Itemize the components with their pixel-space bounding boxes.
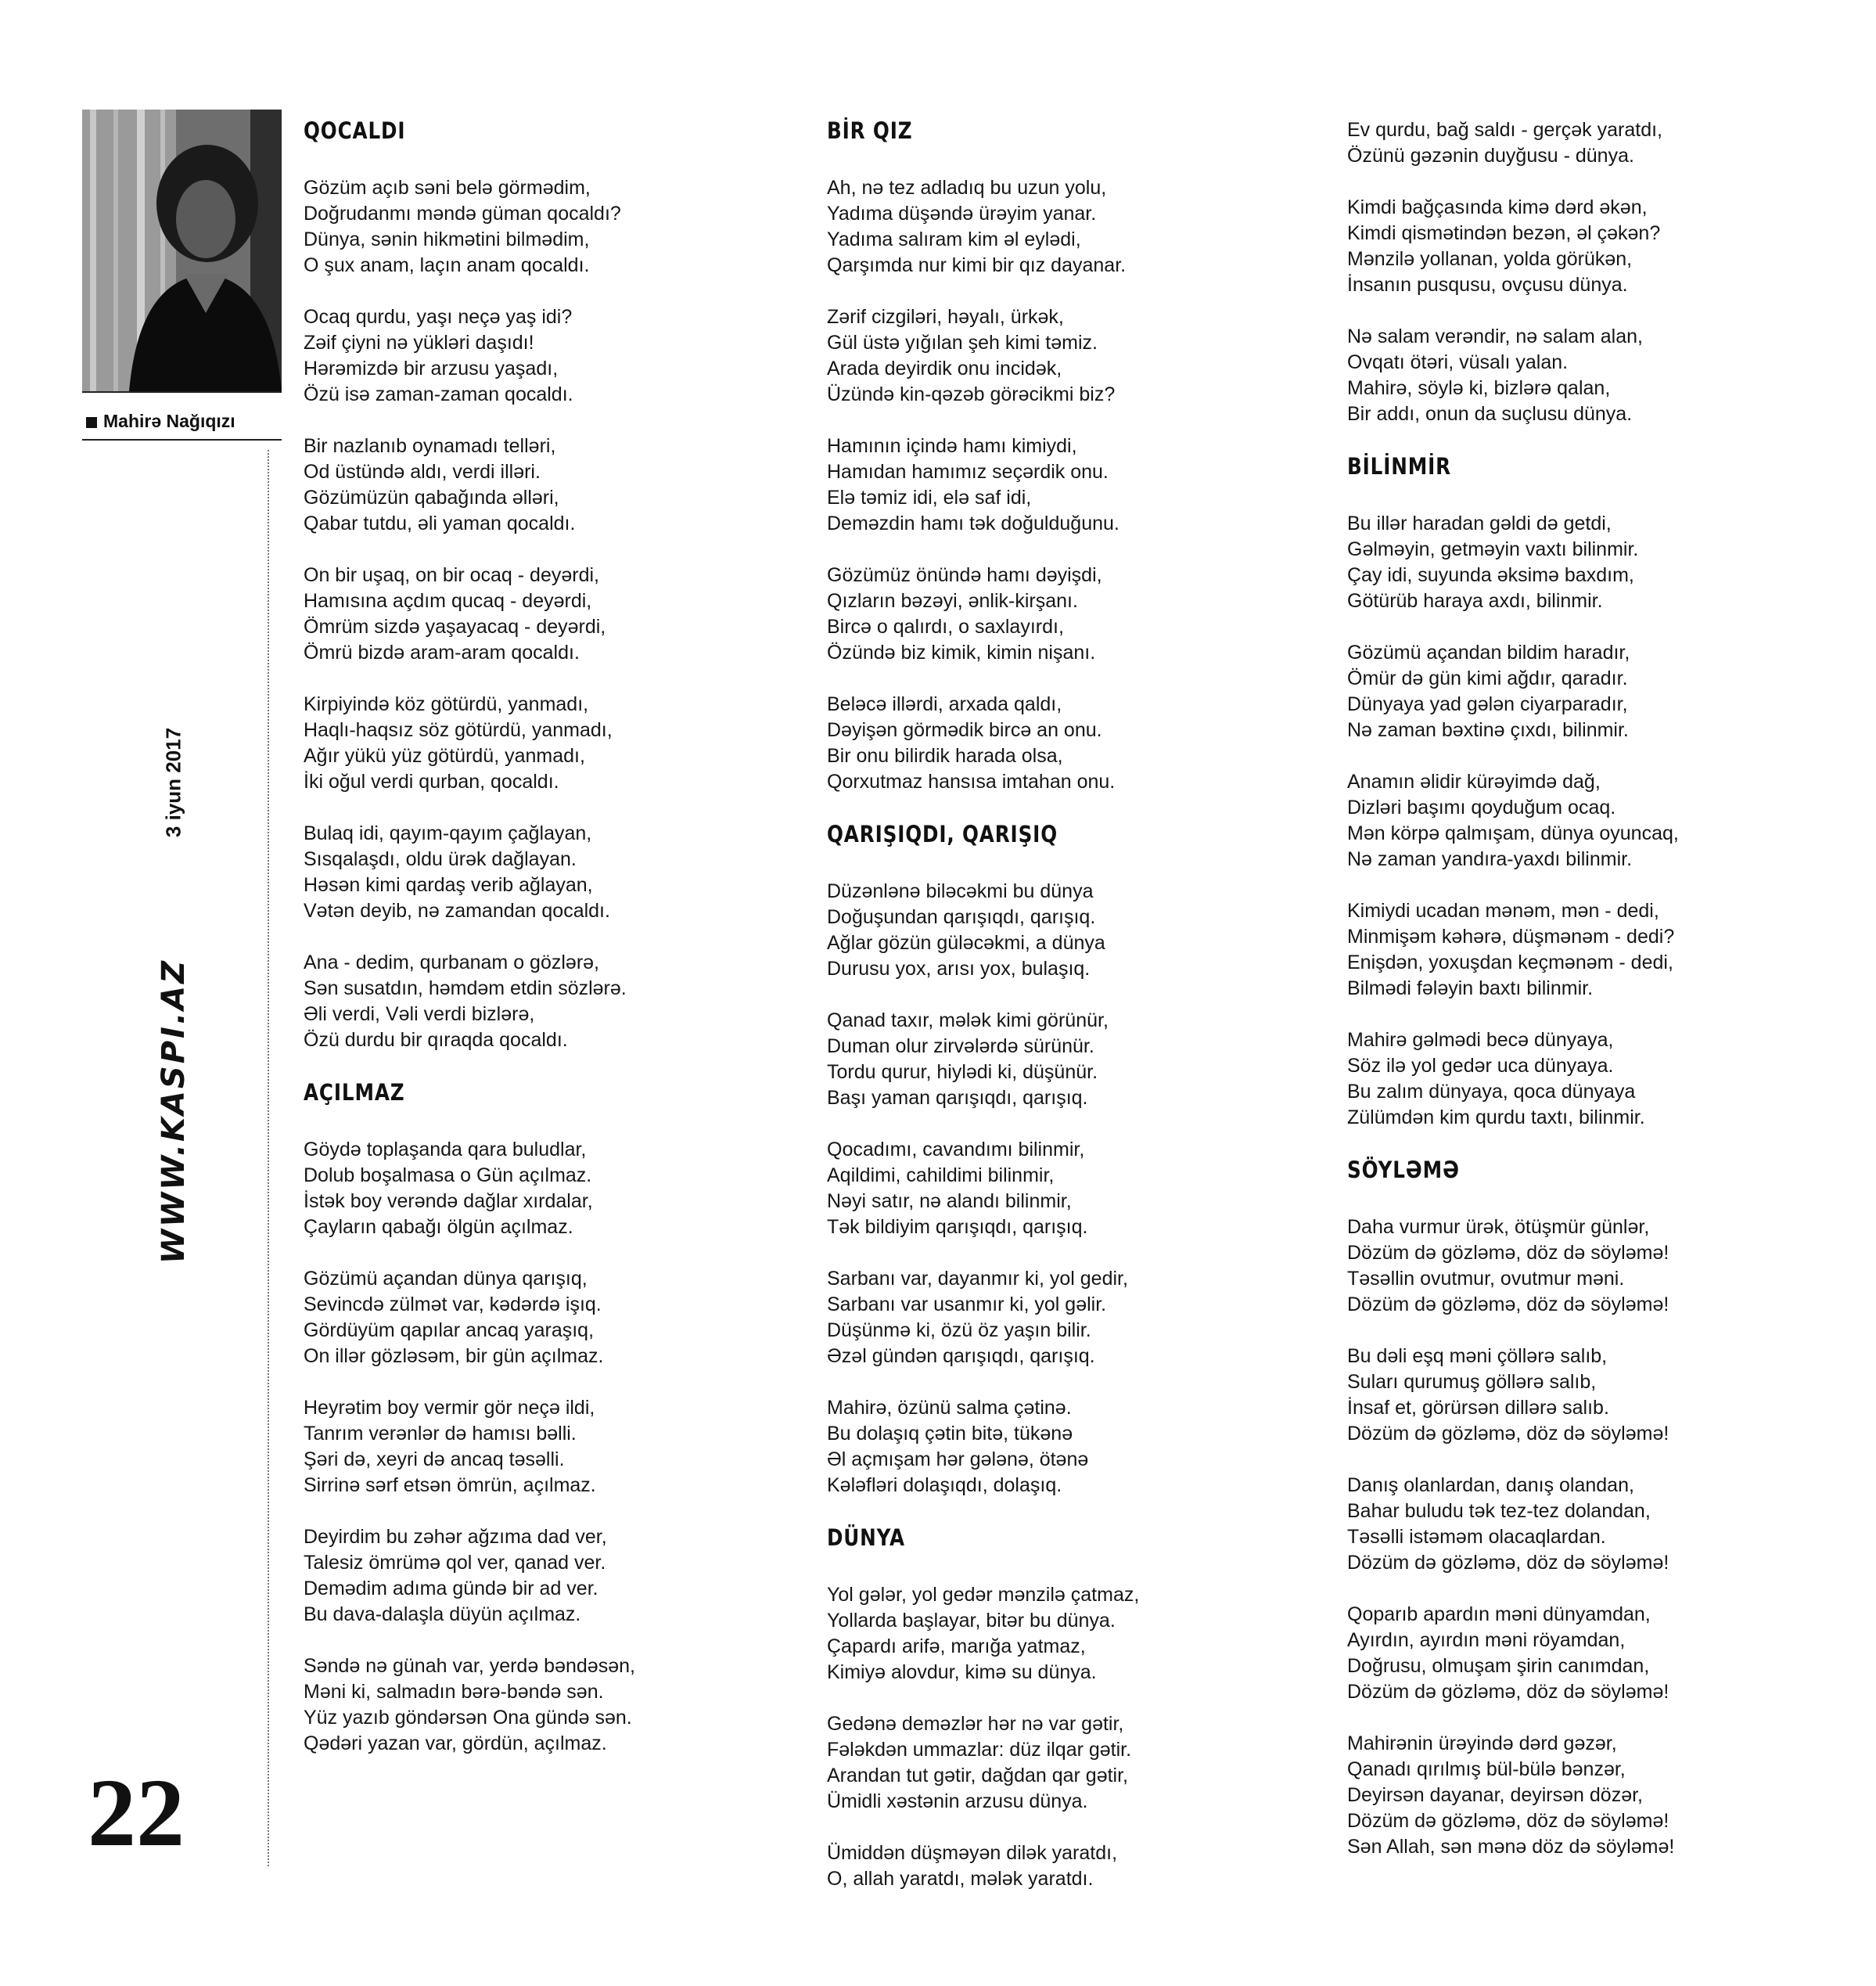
stanza	[827, 879, 1139, 982]
poem-line: Gözümüz önündə hamı dəyişdi,	[827, 564, 1102, 586]
website-label: WWW.KASPI.AZ	[156, 958, 192, 1265]
poem-line: Ev qurdu, bağ saldı - gerçək yaratdı,	[1347, 119, 1662, 141]
poem-line: Ömrü bizdə aram-aram qocaldı.	[304, 642, 580, 664]
poem-line: O, allah yaratdı, mələk yaratdı.	[827, 1868, 1094, 1890]
poem-line: Ah, nə tez adladıq bu uzun yolu,	[827, 177, 1107, 199]
poem-line: Ömrüm sizdə yaşayacaq - deyərdi,	[304, 616, 606, 638]
poem-line: Səndə nə günah var, yerdə bəndəsən,	[304, 1655, 635, 1677]
poem-line: Qanad taxır, mələk kimi görünür,	[827, 1009, 1109, 1031]
stanza	[827, 692, 1139, 795]
poem-title: BİLİNMİR	[1347, 453, 1451, 480]
poem-line: Mahirə gəlmədi becə dünyaya,	[1347, 1029, 1614, 1051]
poem-line: Suları qurumuş göllərə salıb,	[1347, 1371, 1597, 1393]
poem-column-1	[304, 117, 635, 1783]
poem-line: Fələkdən ummazlar: düz ilqar gətir.	[827, 1739, 1132, 1761]
poem-line: Dözüm də gözləmə, döz də söyləmə!	[1347, 1681, 1669, 1703]
stanza	[304, 1266, 635, 1369]
stanza	[304, 175, 635, 279]
poem-line: Kimiyə alovdur, kimə su dünya.	[827, 1661, 1097, 1683]
poem-title: AÇILMAZ	[304, 1079, 405, 1106]
poem-line: Dözüm də gözləmə, döz də söyləmə!	[1347, 1242, 1669, 1264]
poem-title: QARIŞIQDI, QARIŞIQ	[827, 821, 1058, 847]
stanza	[1347, 324, 1679, 427]
poem-line: Zəif çiyni nə yükləri daşıdı!	[304, 332, 534, 354]
poem-line: Özü durdu bir qıraqda qocaldı.	[304, 1029, 568, 1051]
poem-line: Ömür də gün kimi ağdır, qaradır.	[1347, 667, 1628, 689]
stanza	[827, 1008, 1139, 1111]
poem-line: Bahar buludu tək tez-tez dolandan,	[1347, 1500, 1651, 1522]
poem-line: Gedənə deməzlər hər nə var gətir,	[827, 1713, 1124, 1735]
poem-line: Deməzdin hamı tək doğulduğunu.	[827, 513, 1119, 534]
stanza	[1347, 1602, 1679, 1705]
poem-line: Çapardı arifə, marığa yatmaz,	[827, 1635, 1086, 1657]
poem-line: Zərif cizgiləri, həyalı, ürkək,	[827, 306, 1064, 328]
poem-line: Duman olur zirvələrdə sürünür.	[827, 1035, 1094, 1057]
stanza	[304, 1137, 635, 1240]
poem-line: Doğrudanmı məndə güman qocaldı?	[304, 203, 621, 225]
poem	[1347, 117, 1679, 427]
poem-line: Tordu qurur, hiylədi ki, düşünür.	[827, 1061, 1098, 1083]
poem	[1347, 1157, 1679, 1860]
poem-line: Tanrım verənlər də hamısı bəlli.	[304, 1423, 577, 1445]
poem-line: Kələfləri dolaşıqdı, dolaşıq.	[827, 1474, 1062, 1496]
poem-line: Təsəlli istəməm olacaqlardan.	[1347, 1526, 1606, 1548]
poem-line: Söz ilə yol gedər uca dünyaya.	[1347, 1055, 1614, 1077]
poem-line: Od üstündə aldı, verdi illəri.	[304, 461, 541, 483]
stanza	[1347, 1027, 1679, 1131]
poem-line: On bir uşaq, on bir ocaq - deyərdi,	[304, 564, 599, 586]
stanza	[304, 692, 635, 795]
poem-line: Elə təmiz idi, elə saf idi,	[827, 487, 1032, 509]
poem-line: Çay idi, suyunda əksimə baxdım,	[1347, 564, 1634, 586]
stanza	[304, 1395, 635, 1498]
poem-line: Üzündə kin-qəzəb görəcikmi biz?	[827, 383, 1116, 405]
poem-line: Qədəri yazan var, gördün, açılmaz.	[304, 1732, 607, 1754]
photo-rule	[82, 391, 282, 393]
poem-line: Mahirə, söylə ki, bizlərə qalan,	[1347, 377, 1611, 399]
poem-line: O şux anam, laçın anam qocaldı.	[304, 254, 590, 276]
stanza	[304, 304, 635, 408]
byline-rule	[82, 439, 282, 441]
poem-line: Arada deyirdik onu incidək,	[827, 358, 1062, 380]
poem-line: Sən susatdın, həmdəm etdin sözlərə.	[304, 977, 627, 999]
poem-line: Götürüb haraya axdı, bilinmir.	[1347, 590, 1603, 612]
poem-line: Başı yaman qarışıqdı, qarışıq.	[827, 1087, 1088, 1109]
poem-column-3	[1347, 117, 1679, 1886]
poem-line: Gül üstə yığılan şeh kimi təmiz.	[827, 332, 1098, 354]
poem-line: Özü isə zaman-zaman qocaldı.	[304, 383, 573, 405]
poem-line: Heyrətim boy vermir gör neçə ildi,	[304, 1397, 595, 1419]
poem-line: Ayırdın, ayırdın məni röyamdan,	[1347, 1629, 1626, 1651]
poem	[827, 821, 1139, 1498]
poem-line: Kimdi bağçasında kimə dərd əkən,	[1347, 196, 1648, 218]
stanza	[827, 434, 1139, 537]
poem-line: Dözüm də gözləmə, döz də söyləmə!	[1347, 1552, 1669, 1574]
poem-line: Nə zaman yandıra-yaxdı bilinmir.	[1347, 848, 1633, 870]
stanza	[1347, 1731, 1679, 1860]
poem-line: Şəri də, xeyri də ancaq təsəlli.	[304, 1448, 565, 1470]
poem-line: Mən körpə qalmışam, dünya oyuncaq,	[1347, 822, 1679, 844]
poem-line: Qoparıb apardın məni dünyamdan,	[1347, 1603, 1651, 1625]
stanza	[304, 950, 635, 1053]
poem-line: Nə zaman bəxtinə çıxdı, bilinmir.	[1347, 719, 1629, 741]
stanza	[827, 175, 1139, 279]
stanza	[827, 1840, 1139, 1892]
poem-line: Ocaq qurdu, yaşı neçə yaş idi?	[304, 306, 573, 328]
poem-line: Bu illər haradan gəldi də getdi,	[1347, 513, 1612, 534]
poem-line: Ağlar gözün güləcəkmi, a dünya	[827, 932, 1105, 954]
poem-line: Ana - dedim, qurbanam o gözlərə,	[304, 952, 599, 973]
poem-line: Gözümü açandan dünya qarışıq,	[304, 1268, 588, 1290]
poem-line: Dizləri başımı qoyduğum ocaq.	[1347, 797, 1616, 819]
poem-column-2	[827, 117, 1139, 1918]
poem-line: Gördüyüm qapılar ancaq yaraşıq,	[304, 1319, 595, 1341]
stanza	[1347, 1214, 1679, 1318]
poem-line: Bircə o qalırdı, o saxlayırdı,	[827, 616, 1064, 638]
poem-line: Dözüm də gözləmə, döz də söyləmə!	[1347, 1293, 1669, 1315]
poem-line: On illər gözləsəm, bir gün açılmaz.	[304, 1345, 604, 1367]
poem-title: QOCALDI	[304, 117, 406, 144]
poem-line: Dözüm də gözləmə, döz də söyləmə!	[1347, 1423, 1669, 1445]
poem-line: Minmişəm kəhərə, düşmənəm - dedi?	[1347, 926, 1675, 948]
poem-line: Bu zalım dünyaya, qoca dünyaya	[1347, 1081, 1636, 1103]
poem-line: Arandan tut gətir, dağdan qar gətir,	[827, 1765, 1128, 1786]
poem-line: Ağır yükü yüz götürdü, yanmadı,	[304, 745, 585, 767]
stanza	[304, 563, 635, 666]
poem-line: Hamının içində hamı kimiydi,	[827, 435, 1077, 457]
poem-line: Bu dolaşıq çətin bitə, tükənə	[827, 1423, 1073, 1445]
poem	[304, 1079, 635, 1757]
poem	[1347, 453, 1679, 1131]
poem-line: Hərəmizdə bir arzusu yaşadı,	[304, 358, 559, 380]
poem-title: SÖYLƏMƏ	[1347, 1157, 1460, 1183]
stanza	[304, 434, 635, 537]
poem-line: Bir onu bilirdik harada olsa,	[827, 745, 1063, 767]
stanza	[827, 304, 1139, 408]
poem-line: Yadıma salıram kim əl eylədi,	[827, 228, 1081, 250]
stanza	[827, 1266, 1139, 1369]
stanza	[304, 821, 635, 924]
poem-line: Beləcə illərdi, arxada qaldı,	[827, 693, 1062, 715]
poem-line: Talesiz ömrümə qol ver, qanad ver.	[304, 1552, 606, 1574]
poem-line: Gəlməyin, getməyin vaxtı bilinmir.	[1347, 538, 1639, 560]
poem-line: Həsən kimi qardaş verib ağlayan,	[304, 874, 593, 896]
poem-line: Deyirsən dayanar, deyirsən dözər,	[1347, 1784, 1643, 1806]
stanza	[1347, 195, 1679, 298]
poem-line: Gözüm açıb səni belə görmədim,	[304, 177, 591, 199]
poem-line: Nə salam verəndir, nə salam alan,	[1347, 326, 1643, 347]
poem-line: Demədim adıma gündə bir ad ver.	[304, 1578, 598, 1599]
poem-line: Daha vurmur ürək, ötüşmür günlər,	[1347, 1216, 1650, 1238]
stanza	[1347, 769, 1679, 872]
stanza	[827, 1711, 1139, 1815]
poem-line: Hamısına açdım qucaq - deyərdi,	[304, 590, 592, 612]
poem-line: Təsəllin ovutmur, ovutmur məni.	[1347, 1268, 1625, 1290]
poem-line: Yadıma düşəndə ürəyim yanar.	[827, 203, 1097, 225]
poem-line: Yol gələr, yol gedər mənzilə çatmaz,	[827, 1584, 1140, 1606]
poem-line: Bilmədi fələyin baxtı bilinmir.	[1347, 977, 1594, 999]
stanza	[304, 1653, 635, 1757]
poem-line: Mənzilə yollanan, yolda görükən,	[1347, 248, 1633, 270]
poem-line: Düzənlənə biləcəkmi bu dünya	[827, 880, 1094, 902]
poem-line: Deyirdim bu zəhər ağzıma dad ver,	[304, 1526, 607, 1548]
poem-line: Qabar tutdu, əli yaman qocaldı.	[304, 513, 576, 534]
poem-line: Sarbanı var usanmır ki, yol gəlir.	[827, 1293, 1107, 1315]
poem-line: Yollarda başlayar, bitər bu dünya.	[827, 1610, 1116, 1632]
poem-line: Sısqalaşdı, oldu ürək dağlayan.	[304, 848, 577, 870]
poem-line: Ümidli xəstənin arzusu dünya.	[827, 1790, 1088, 1812]
poem-line: Qarşımda nur kimi bir qız dayanar.	[827, 254, 1127, 276]
poem-line: Enişdən, yoxuşdan keçmənəm - dedi,	[1347, 952, 1673, 973]
poem-line: Ovqatı ötəri, vüsalı yalan.	[1347, 351, 1569, 373]
poem-line: Kimdi qismətindən bezən, əl çəkən?	[1347, 222, 1661, 244]
stanza	[304, 1524, 635, 1628]
poem-line: Gözümü açandan bildim haradır,	[1347, 642, 1630, 664]
poem-title: DÜNYA	[827, 1524, 905, 1551]
poem-line: Durusu yox, arısı yox, bulaşıq.	[827, 958, 1091, 980]
poem-line: Sən Allah, sən mənə döz də söyləmə!	[1347, 1836, 1675, 1858]
column-separator	[268, 450, 269, 1866]
poem-line: Sarbanı var, dayanmır ki, yol gedir,	[827, 1268, 1128, 1290]
poem-line: Bulaq idi, qayım-qayım çağlayan,	[304, 822, 592, 844]
poem-line: Dəyişən görmədik bircə an onu.	[827, 719, 1102, 741]
stanza	[1347, 898, 1679, 1002]
poem-line: Çayların qabağı ölgün açılmaz.	[304, 1216, 573, 1238]
poem-line: Düşünmə ki, özü öz yaşın bilir.	[827, 1319, 1091, 1341]
poem-line: Mahirə, özünü salma çətinə.	[827, 1397, 1072, 1419]
author-photo	[82, 110, 282, 391]
poem-line: Bu dəli eşq məni çöllərə salıb,	[1347, 1345, 1608, 1367]
poem-line: İnsaf et, görürsən dillərə salıb.	[1347, 1397, 1609, 1419]
poem-line: Mahirənin ürəyində dərd gəzər,	[1347, 1732, 1617, 1754]
poem-line: Əzəl gündən qarışıqdı, qarışıq.	[827, 1345, 1095, 1367]
stanza	[827, 563, 1139, 666]
bullet-square-icon	[86, 417, 97, 428]
page-number: 22	[88, 1759, 185, 1866]
author-name: Mahirə Nağıqızı	[103, 411, 235, 431]
poem-title: BİR QIZ	[827, 117, 913, 144]
poem	[304, 117, 635, 1053]
poem-line: Qorxutmaz hansısa imtahan onu.	[827, 771, 1116, 793]
poem-line: İstək boy verəndə dağlar xırdalar,	[304, 1190, 593, 1212]
poem-line: Bir addı, onun da suçlusu dünya.	[1347, 403, 1633, 425]
stanza	[827, 1582, 1139, 1686]
poem-line: Anamın əlidir kürəyimdə dağ,	[1347, 771, 1601, 793]
poem-line: Əli verdi, Vəli verdi bizlərə,	[304, 1003, 535, 1025]
stanza	[827, 1137, 1139, 1240]
poem-line: Bu dava-dalaşla düyün açılmaz.	[304, 1603, 581, 1625]
poem-line: Sirrinə sərf etsən ömrün, açılmaz.	[304, 1474, 596, 1496]
poem	[827, 117, 1139, 795]
poem-line: İnsanın pusqusu, ovçusu dünya.	[1347, 274, 1628, 296]
poem-line: Dünyaya yad gələn ciyarparadır,	[1347, 693, 1628, 715]
poem-line: Əl açmışam hər gələnə, ötənə	[827, 1448, 1089, 1470]
poem-line: Haqlı-haqsız söz götürdü, yanmadı,	[304, 719, 613, 741]
poem-line: Göydə toplaşanda qara buludlar,	[304, 1139, 587, 1160]
poem-line: Kimiydi ucadan mənəm, mən - dedi,	[1347, 900, 1659, 922]
poem-line: Hamıdan hamımız seçərdik onu.	[827, 461, 1109, 483]
poem	[827, 1524, 1139, 1892]
stanza	[827, 1395, 1139, 1498]
stanza	[1347, 117, 1679, 169]
poem-line: Məni ki, salmadın bərə-bəndə sən.	[304, 1681, 604, 1703]
stanza	[1347, 511, 1679, 614]
poem-line: Nəyi satır, nə alandı bilinmir,	[827, 1190, 1072, 1212]
poem-line: Aqildimi, cahildimi bilinmir,	[827, 1164, 1055, 1186]
poem-line: Dözüm də gözləmə, döz də söyləmə!	[1347, 1810, 1669, 1832]
stanza	[1347, 1473, 1679, 1576]
poem-line: İki oğul verdi qurban, qocaldı.	[304, 771, 559, 793]
poem-line: Vətən deyib, nə zamandan qocaldı.	[304, 900, 610, 922]
poem-line: Qızların bəzəyi, ənlik-kirşanı.	[827, 590, 1078, 612]
stanza	[1347, 1344, 1679, 1447]
poem-line: Dolub boşalmasa o Gün açılmaz.	[304, 1164, 592, 1186]
poem-line: Bir nazlanıb oynamadı telləri,	[304, 435, 556, 457]
poem-line: Gözümüzün qabağında əlləri,	[304, 487, 559, 509]
author-byline	[86, 411, 235, 432]
poem-line: Qanadı qırılmış bül-bülə bənzər,	[1347, 1758, 1626, 1780]
poem-line: Tək bildiyim qarışıqdı, qarışıq.	[827, 1216, 1088, 1238]
poem-line: Yüz yazıb göndərsən Ona gündə sən.	[304, 1707, 632, 1729]
issue-date: 3 iyun 2017	[161, 727, 185, 838]
poem-line: Qocadımı, cavandımı bilinmir,	[827, 1139, 1085, 1160]
poem-line: Kirpiyində köz götürdü, yanmadı,	[304, 693, 589, 715]
poem-line: Özündə biz kimik, kimin nişanı.	[827, 642, 1096, 664]
poem-line: Doğrusu, olmuşam şirin canımdan,	[1347, 1655, 1650, 1677]
poem-line: Dünya, sənin hikmətini bilmədim,	[304, 228, 590, 250]
poem-line: Danış olanlardan, danış olandan,	[1347, 1474, 1634, 1496]
poem-line: Doğuşundan qarışıqdı, qarışıq.	[827, 906, 1096, 928]
poem-line: Özünü gəzənin duyğusu - dünya.	[1347, 145, 1634, 167]
stanza	[1347, 640, 1679, 743]
poem-line: Zülümdən kim qurdu taxtı, bilinmir.	[1347, 1106, 1645, 1128]
poem-line: Ümiddən düşməyən dilək yaratdı,	[827, 1842, 1118, 1864]
poem-line: Sevincdə zülmət var, kədərdə işıq.	[304, 1293, 602, 1315]
